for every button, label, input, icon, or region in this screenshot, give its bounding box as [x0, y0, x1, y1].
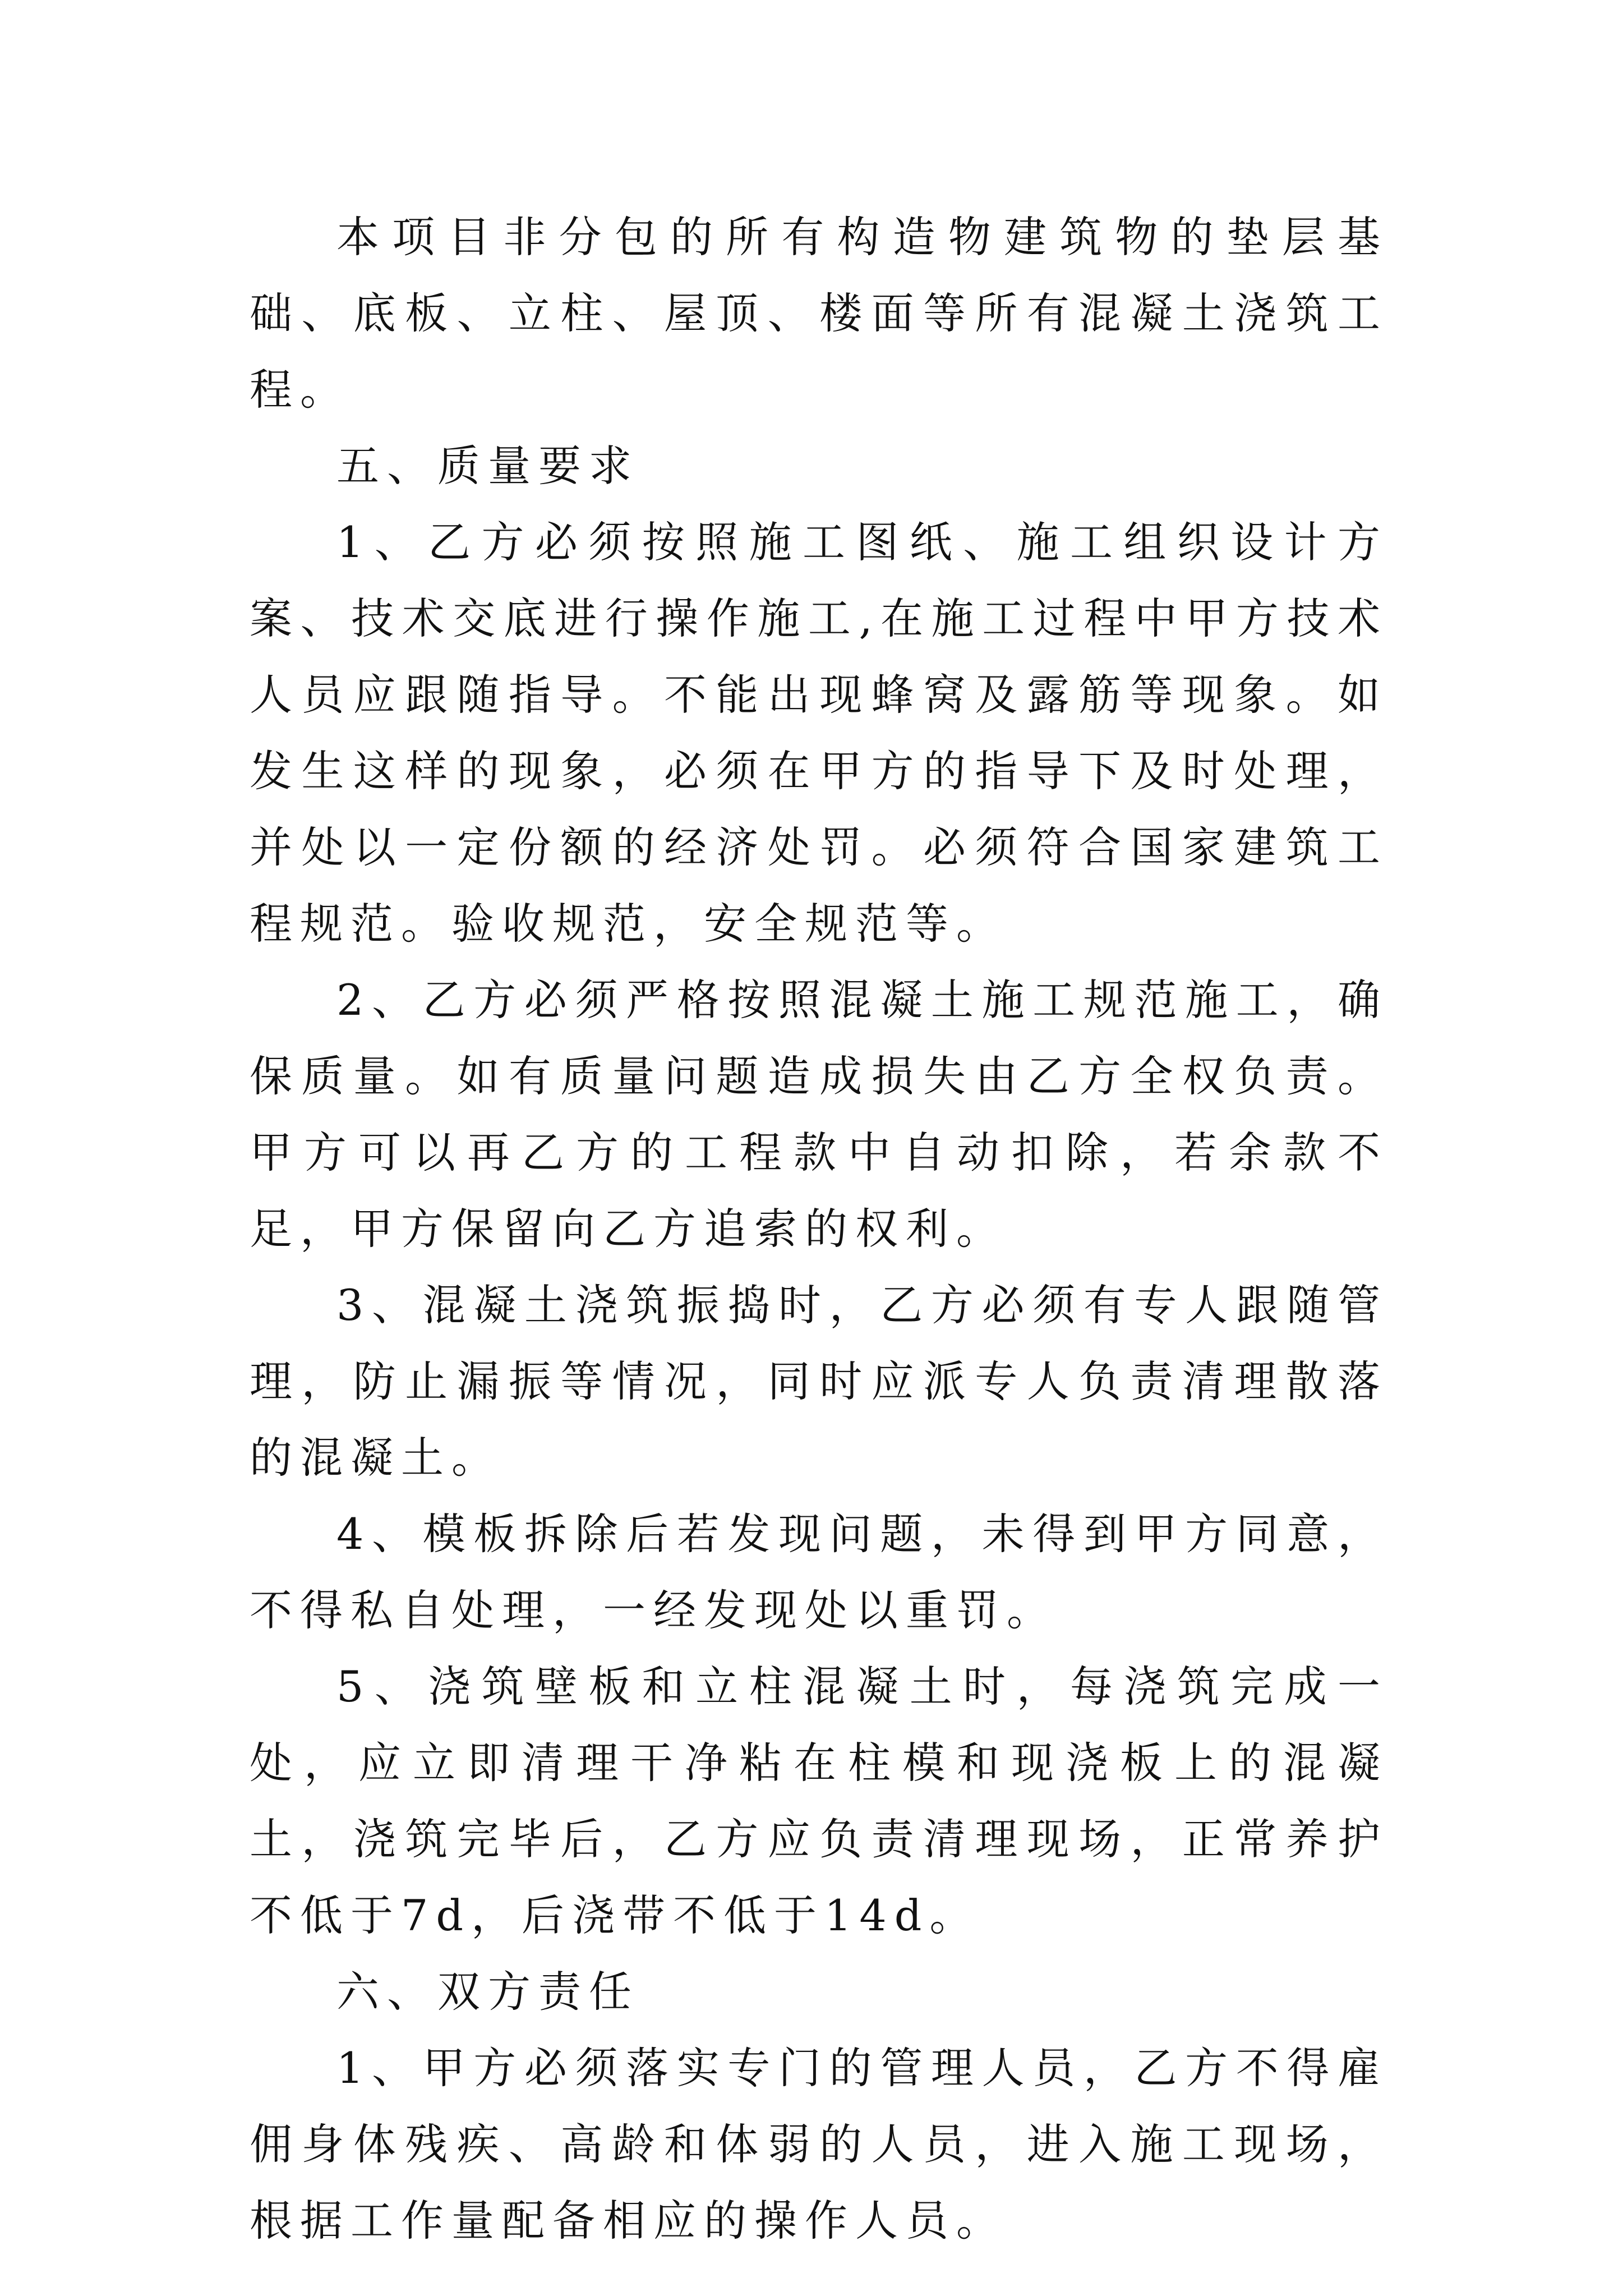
paragraph-quality-item-5: 5、浇筑壁板和立柱混凝土时，每浇筑完成一处，应立即清理干净粘在柱模和现浇板上的混凝土，浇筑完毕后，乙方应负责清理现场，正常养护不低于7d，后浇带不低于14d。: [250, 1662, 1388, 1940]
document-body: [250, 199, 1388, 2259]
paragraph-quality-item-4: 4、模板拆除后若发现问题，未得到甲方同意，不得私自处理，一经发现处以重罚。: [250, 1509, 1388, 1635]
section-heading-responsibilities: 六、双方责任: [336, 1967, 639, 2017]
paragraph-scope-description: 本项目非分包的所有构造物建筑物的垫层基础、底板、立柱、屋顶、楼面等所有混凝土浇筑工程。: [250, 212, 1388, 415]
paragraph-quality-item-1: 1、乙方必须按照施工图纸、施工组织设计方案、技术交底进行操作施工,在施工过程中甲方技术人员应跟随指导。不能出现蜂窝及露筋等现象。如发生这样的现象，必须在甲方的指导下及时处理，并处以一定份额的经济处罚。必须符合国家建筑工程规范。验收规范，安全规范等。: [250, 517, 1388, 949]
paragraph-responsibility-item-1: 1、甲方必须落实专门的管理人员，乙方不得雇佣身体残疾、高龄和体弱的人员，进入施工现场，根据工作量配备相应的操作人员。: [250, 2043, 1388, 2246]
paragraph-quality-item-3: 3、混凝土浇筑振捣时，乙方必须有专人跟随管理，防止漏振等情况，同时应派专人负责清理散落的混凝土。: [250, 1280, 1388, 1483]
paragraph-quality-item-2: 2、乙方必须严格按照混凝土施工规范施工，确保质量。如有质量问题造成损失由乙方全权负责。甲方可以再乙方的工程款中自动扣除，若余款不足，甲方保留向乙方追索的权利。: [250, 975, 1388, 1254]
section-heading-quality-requirements: 五、质量要求: [336, 441, 639, 491]
